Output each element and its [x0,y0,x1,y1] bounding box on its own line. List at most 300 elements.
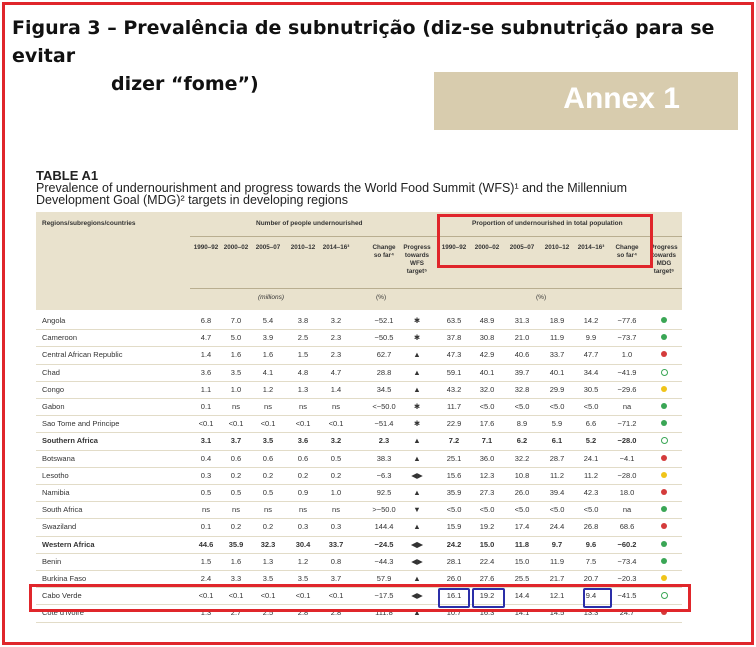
cell-number: 5.0 [230,333,242,343]
wfs-progress-symbol: ◀▶ [411,591,423,601]
cell-number: 3.5 [262,574,274,583]
row-name: Central African Republic [42,350,123,360]
cell-proportion: 6.2 [516,436,528,446]
cell-proportion: 17.6 [479,419,495,429]
cell-proportion: 30.8 [479,333,495,343]
cell-number: 4.7 [200,333,212,343]
table-row [36,450,682,468]
cell-number: ns [299,505,307,515]
cell-proportion: 12.1 [549,591,565,601]
table-row [36,553,682,571]
row-name: Cameroon [42,333,78,343]
cell-number: <0.1 [198,419,214,429]
cell-proportion: 25.1 [446,453,462,463]
table-row [36,381,682,399]
table-caption: Prevalence of undernourishment and progress towards the World Food Summit (WFS)¹ and the Millennium Development Goal (MDG)² targets in developing regions [36,181,628,207]
cell-number: 4.7 [330,367,342,377]
cell-number: 1.5 [297,350,309,360]
row-name: Angola [42,316,66,325]
cell-number: ns [202,505,210,515]
col-n-2010: 2010–12 [290,244,316,251]
cell-proportion: 42.9 [479,350,495,360]
cell-proportion: 11.9 [549,333,565,343]
cell-number: 6.8 [200,316,212,325]
cell-number: ns [232,505,240,515]
cell-proportion: 7.1 [481,436,493,446]
cell-proportion: 14.2 [583,316,599,325]
cell-number: 1.4 [200,350,212,360]
cell-number: 2.7 [230,608,242,618]
cell-proportion-change: −71.2 [617,419,637,429]
cell-proportion: 11.9 [549,556,565,566]
cell-number-change: >−50.0 [372,505,396,515]
cell-number: ns [332,505,340,515]
cell-number: 1.0 [230,384,242,394]
cell-number: ns [232,402,240,411]
cell-number: 3.5 [262,436,274,446]
wfs-progress-symbol: ▲ [413,608,421,618]
table-row [36,467,682,485]
wfs-progress-symbol: ✱ [413,419,421,429]
annex-label: Annex 1 [563,82,680,115]
cell-proportion: <5.0 [549,402,565,411]
cell-number: 2.5 [297,333,309,343]
cell-proportion-change: −77.6 [617,316,637,325]
row-name: Lesotho [42,470,69,480]
cell-proportion: 25.5 [514,574,530,583]
wfs-progress-symbol: ▲ [413,522,421,532]
cell-proportion: 29.9 [549,384,565,394]
cell-proportion: <5.0 [583,505,599,515]
cell-number: 3.5 [297,574,309,583]
cell-number: 7.0 [230,316,242,325]
cell-proportion: 24.4 [549,522,565,532]
cell-proportion: 28.7 [549,453,565,463]
cell-number: <0.1 [198,591,214,601]
cell-proportion: 59.1 [446,367,462,377]
mdg-progress-dot [661,472,667,478]
highlight-cv-2000 [472,588,505,608]
highlight-cv-2014 [583,588,612,608]
cell-number: 0.3 [297,522,309,532]
cell-number: 0.6 [262,453,274,463]
cell-proportion: 14.4 [514,591,530,601]
cell-number: 0.2 [262,470,274,480]
wfs-progress-symbol: ◀▶ [411,556,423,566]
cell-number: 2.8 [330,608,342,618]
cell-number: 3.9 [262,333,274,343]
cell-proportion: 63.5 [446,316,462,325]
table-row [36,501,682,519]
cell-proportion: <5.0 [514,402,530,411]
col-mdg: Progress towards MDG target⁶ [650,244,678,275]
unit-millions: (millions) [258,294,284,301]
cell-number: 2.4 [200,574,212,583]
cell-proportion: 37.8 [446,333,462,343]
wfs-progress-symbol: ▲ [413,453,421,463]
cell-proportion: 9.6 [585,539,597,549]
mdg-progress-dot [661,334,667,340]
wfs-progress-symbol: ▼ [413,505,421,515]
cell-proportion: 10.8 [514,470,530,480]
cell-proportion: 26.0 [514,488,530,497]
annex-banner [434,72,738,130]
table-row [36,312,682,330]
cell-number-change: 62.7 [376,350,392,360]
cell-number: 3.8 [297,316,309,325]
cell-proportion-change: −4.1 [619,453,635,463]
cell-proportion-change: 24.7 [619,608,635,618]
col-p-1990: 1990–92 [441,244,467,251]
cell-number: <0.1 [328,419,344,429]
cell-number: 3.2 [330,436,342,446]
cell-number: ns [299,402,307,411]
cell-proportion: 8.9 [516,419,528,429]
cell-number: 1.6 [230,556,242,566]
cell-number: 1.3 [297,384,309,394]
cell-number: 2.3 [330,333,342,343]
cell-proportion-change: 68.6 [619,522,635,532]
cell-number: 0.2 [297,470,309,480]
cell-number: 0.1 [200,402,212,411]
cell-number: 1.0 [330,488,342,497]
cell-proportion: 15.6 [446,470,462,480]
cell-number-change: −6.3 [376,470,392,480]
cell-proportion: 42.3 [583,488,599,497]
cell-number: 0.6 [297,453,309,463]
cell-number: 30.4 [295,539,311,549]
cell-proportion: 39.7 [514,367,530,377]
cell-number: 1.5 [200,556,212,566]
cell-proportion: 19.2 [479,591,495,601]
table-row [36,536,682,554]
mdg-progress-dot [661,558,667,564]
row-name: South Africa [42,505,83,515]
cell-proportion: 19.2 [479,522,495,532]
col-n-2005: 2005–07 [255,244,281,251]
cell-number-change: 92.5 [376,488,392,497]
cell-proportion: 13.3 [583,608,599,618]
cell-proportion: 7.2 [448,436,460,446]
cell-proportion: <5.0 [446,505,462,515]
cell-number-change: 144.4 [374,522,394,532]
mdg-progress-dot [661,541,667,547]
figure-title-line2: dizer “fome”) [111,73,259,95]
cell-number: 1.6 [230,350,242,360]
row-name: Benin [42,556,62,566]
cell-proportion: 21.0 [514,333,530,343]
table-row [36,398,682,416]
cell-proportion: <5.0 [583,402,599,411]
cell-proportion: 30.5 [583,384,599,394]
cell-number: 0.5 [262,488,274,497]
header-regions: Regions/subregions/countries [42,220,136,227]
table-row [36,484,682,502]
cell-proportion: 18.9 [549,316,565,325]
cell-number: <0.1 [228,419,244,429]
cell-number: 3.3 [230,574,242,583]
mdg-progress-dot [661,403,667,409]
cell-number: 0.1 [200,522,212,532]
cell-proportion: 12.3 [479,470,495,480]
table-row [36,364,682,382]
header-rule-lower [190,288,682,289]
col-p-change: Change so far⁴ [615,244,639,259]
cell-proportion-change: na [622,505,632,515]
cell-proportion: 7.5 [585,556,597,566]
mdg-progress-dot [661,437,668,444]
mdg-progress-dot [661,523,667,529]
cell-number: 1.3 [200,608,212,618]
cell-number-change: −24.5 [374,539,394,549]
cell-number: 1.4 [330,384,342,394]
cell-proportion: 26.0 [446,574,462,583]
cell-number: 2.5 [262,608,274,618]
row-name: Chad [42,367,60,377]
cell-proportion: 40.1 [549,367,565,377]
unit-pct-left: (%) [376,294,387,301]
cell-number-change: 34.5 [376,384,392,394]
wfs-progress-symbol: ◀▶ [411,539,423,549]
cell-proportion-change: −41.9 [617,367,637,377]
cell-number: 0.2 [230,470,242,480]
row-name: Western Africa [42,539,95,549]
row-name: Sao Tome and Principe [42,419,120,429]
cell-proportion-change: −73.4 [617,556,637,566]
cell-proportion: 6.1 [551,436,563,446]
cell-number: 3.7 [230,436,242,446]
col-p-2014: 2014–16³ [577,244,605,251]
mdg-progress-dot [661,386,667,392]
cell-proportion: 9.7 [551,539,563,549]
mdg-progress-dot [661,317,667,323]
mdg-progress-dot [661,455,667,461]
table-label: TABLE A1 [36,168,99,183]
cell-number: 4.8 [297,367,309,377]
cell-proportion-change: −20.3 [617,574,637,583]
table-row [36,329,682,347]
cell-number-change: 28.8 [376,367,392,377]
cell-number: 3.6 [200,367,212,377]
cell-proportion: <5.0 [479,505,495,515]
cell-number-change: −44.3 [374,556,394,566]
wfs-progress-symbol: ◀▶ [411,470,423,480]
table-row [36,415,682,433]
cell-number: 3.2 [330,316,342,325]
table-row [36,518,682,536]
cell-number: 0.5 [330,453,342,463]
col-p-2010: 2010–12 [544,244,570,251]
cell-proportion-change: −60.2 [617,539,637,549]
cell-proportion: 17.4 [514,522,530,532]
cell-proportion: <5.0 [479,402,495,411]
cell-number: 2.3 [330,350,342,360]
cell-proportion: <5.0 [514,505,530,515]
cell-number: <0.1 [295,591,311,601]
cell-proportion-change: −73.7 [617,333,637,343]
mdg-progress-dot [661,575,667,581]
cell-number: 1.1 [200,384,212,394]
cell-proportion: 24.1 [583,453,599,463]
cell-proportion: 11.8 [514,539,530,549]
cell-number: 0.3 [200,470,212,480]
cell-proportion: 32.2 [514,453,530,463]
cell-number-change: −51.4 [374,419,394,429]
cell-proportion: 14.1 [514,608,530,618]
highlight-cv-1990 [438,588,470,608]
cell-proportion-change: 18.0 [619,488,635,497]
cell-number: <0.1 [295,419,311,429]
cell-proportion: 32.8 [514,384,530,394]
cell-number: <0.1 [260,419,276,429]
cell-proportion: 35.9 [446,488,462,497]
row-name: Gabon [42,402,65,411]
table-row [36,346,682,364]
cell-proportion: 16.1 [446,591,462,601]
row-name: Cote d'Ivoire [42,608,84,618]
cell-number: 3.6 [297,436,309,446]
wfs-progress-symbol: ▲ [413,574,421,583]
cell-number: 0.2 [230,522,242,532]
cell-number: 33.7 [328,539,344,549]
mdg-progress-dot [661,506,667,512]
cell-number: 1.2 [297,556,309,566]
cell-proportion-change: −41.5 [617,591,637,601]
cell-number: <0.1 [260,591,276,601]
cell-number: 0.2 [262,522,274,532]
row-name: Swaziland [42,522,77,532]
cell-proportion: 27.6 [479,574,495,583]
unit-pct-right: (%) [536,294,547,301]
cell-proportion: 40.6 [514,350,530,360]
cell-proportion: 26.8 [583,522,599,532]
cell-proportion: 20.7 [583,574,599,583]
row-name: Botswana [42,453,75,463]
col-n-2000: 2000–02 [223,244,249,251]
cell-number: 0.9 [297,488,309,497]
cell-proportion: <5.0 [549,505,565,515]
col-p-2005: 2005–07 [509,244,535,251]
cell-proportion: 24.2 [446,539,462,549]
cell-proportion: 9.4 [585,591,597,601]
cell-number-change: 57.9 [376,574,392,583]
cell-proportion: 22.9 [446,419,462,429]
cell-proportion: 11.2 [583,470,599,480]
cell-proportion: 16.3 [479,608,495,618]
cell-number: 44.6 [198,539,214,549]
cell-proportion: 11.2 [549,470,565,480]
cell-proportion: 28.1 [446,556,462,566]
cell-number: ns [332,402,340,411]
cell-proportion: 47.3 [446,350,462,360]
figure-title-line1: Figura 3 – Prevalência de subnutrição (diz-se subnutrição para se evitar [12,17,715,67]
cell-proportion: 39.4 [549,488,565,497]
cell-proportion: 11.7 [446,402,462,411]
row-name: Namibia [42,488,70,497]
wfs-progress-symbol: ▲ [413,350,421,360]
wfs-progress-symbol: ▲ [413,384,421,394]
cell-number-change: 38.3 [376,453,392,463]
cell-number-change: 111.8 [375,608,393,618]
col-p-2000: 2000–02 [474,244,500,251]
cell-proportion: 40.1 [479,367,495,377]
cell-proportion-change: 1.0 [621,350,633,360]
cell-proportion: 33.7 [549,350,565,360]
col-n-change: Change so far⁴ [372,244,396,259]
cell-number-change: −50.5 [374,333,394,343]
cell-proportion-change: na [622,402,632,411]
mdg-progress-dot [661,489,667,495]
cell-number: 4.1 [262,367,274,377]
cell-proportion: 6.6 [585,419,597,429]
wfs-progress-symbol: ▲ [413,367,421,377]
row-name: Southern Africa [42,436,98,446]
cell-proportion: 9.9 [585,333,597,343]
header-number: Number of people undernourished [256,220,363,227]
cell-number: ns [264,505,272,515]
cell-proportion: 5.9 [551,419,563,429]
cell-proportion: 21.7 [549,574,565,583]
cell-number: <0.1 [228,591,244,601]
cell-number-change: −52.1 [374,316,394,325]
cell-number: ns [264,402,272,411]
cell-proportion: 34.4 [583,367,599,377]
cell-number: <0.1 [328,591,344,601]
cell-number: 0.2 [330,470,342,480]
cell-number: 0.5 [200,488,212,497]
cell-number: 3.5 [230,367,242,377]
cell-proportion: 32.0 [479,384,495,394]
cell-number-change: 2.3 [378,436,390,446]
row-name: Cabo Verde [42,591,82,601]
wfs-progress-symbol: ✱ [413,402,421,411]
cell-number: 0.5 [230,488,242,497]
wfs-progress-symbol: ▲ [413,488,421,497]
cell-proportion: 5.2 [585,436,597,446]
cell-number: 0.6 [230,453,242,463]
cell-proportion: 47.7 [583,350,599,360]
col-n-2014: 2014–16³ [322,244,350,251]
cell-proportion: 48.9 [479,316,495,325]
row-name: Congo [42,384,65,394]
cell-number: 3.1 [200,436,212,446]
cell-proportion: 15.0 [514,556,530,566]
cell-number: 1.3 [262,556,274,566]
cell-number: 2.8 [297,608,309,618]
cell-number: 5.4 [262,316,274,325]
row-name: Burkina Faso [42,574,87,583]
header-proportion: Proportion of undernourished in total population [472,220,623,227]
cell-proportion: 31.3 [514,316,530,325]
cell-proportion: 36.0 [479,453,495,463]
cell-proportion: 14.5 [549,608,565,618]
col-n-1990: 1990–92 [193,244,219,251]
cell-number: 0.8 [330,556,342,566]
cell-proportion-change: −29.6 [617,384,637,394]
mdg-progress-dot [661,369,668,376]
cell-number: 35.9 [228,539,244,549]
cell-number: 1.2 [262,384,274,394]
cell-number: 1.6 [262,350,274,360]
wfs-progress-symbol: ▲ [413,436,421,446]
cell-proportion: 15.0 [479,539,495,549]
col-wfs: Progress towards WFS target⁵ [403,244,431,275]
cell-number: 32.3 [260,539,276,549]
cell-proportion: 15.9 [446,522,462,532]
cell-proportion: 22.4 [479,556,495,566]
cell-number: 0.3 [330,522,342,532]
cell-number-change: −17.5 [374,591,394,601]
